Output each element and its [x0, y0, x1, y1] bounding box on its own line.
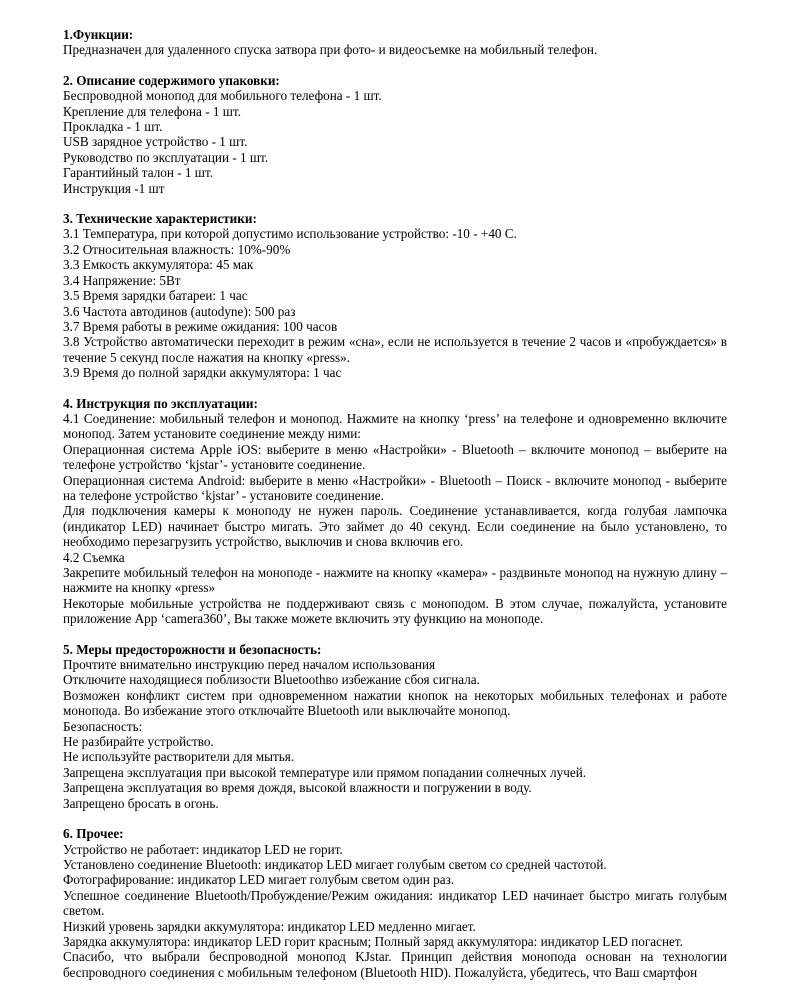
paragraph: Возможен конфликт систем при одновременном нажатии кнопок на некоторых мобильных телефонах и работе монопода. Во избежание этого отключайте Bluetooth или выключайте монопод.: [63, 687, 727, 719]
paragraph: Беспроводной монопод для мобильного телефона - 1 шт.: [63, 88, 382, 104]
paragraph: Некоторые мобильные устройства не поддерживают связь с моноподом. В этом случае, пожалуйста, установите приложение App ‘camera360’, Вы также можете включить эту функцию на моноподе.: [63, 595, 727, 627]
paragraph: Операционная система Apple iOS: выберите в меню «Настройки» - Bluetooth – включите монопод – выберите на телефоне устройство ‘kjstar’- установите соединение.: [63, 441, 727, 473]
paragraph: Закрепите мобильный телефон на моноподе - нажмите на кнопку «камера» - раздвиньте монопод на нужную длину – нажмите на кнопку «press»: [63, 565, 727, 596]
paragraph: Операционная система Android: выберите в меню «Настройки» - Bluetooth – Поиск - включите монопод - выберите на телефоне устройство ‘kjstar’ - установите соединение.: [63, 472, 727, 503]
section-heading: 3. Технические характеристики:: [63, 211, 257, 227]
paragraph: Для подключения камеры к моноподу не нужен пароль. Соединение устанавливается, когда голубая лампочка (индикатор LED) начинает быстро мигать. Это займет до 40 секунд. Если соединение на было установлено, то необходимо перезагрузить устройство, выключив и снова включив его.: [63, 503, 727, 550]
paragraph: Инструкция -1 шт: [63, 180, 165, 196]
paragraph: Низкий уровень зарядки аккумулятора: индикатор LED медленно мигает.: [63, 918, 476, 934]
section-technical-specs: [63, 211, 727, 380]
paragraph: Прочтите внимательно инструкцию перед началом использования: [63, 657, 436, 673]
paragraph: Запрещена эксплуатация при высокой температуре или прямом попадании солнечных лучей.: [63, 764, 587, 780]
section-heading: 1.Функции:: [63, 27, 134, 42]
section-functions: [63, 27, 727, 58]
paragraph: Успешное соединение Bluetooth/Пробуждение/Режим ожидания: индикатор LED начинает быстро мигать голубым светом.: [63, 887, 727, 919]
paragraph: Руководство по эксплуатации - 1 шт.: [63, 149, 269, 165]
paragraph: Отключите находящиеся поблизости Bluetoothво избежание сбоя сигнала.: [63, 672, 480, 688]
paragraph: 4.1 Соединение: мобильный телефон и монопод. Нажмите на кнопку ‘press’ на телефоне и одновременно включите монопод. Затем установите соединение между ними:: [63, 410, 727, 442]
paragraph: 3.8 Устройство автоматически переходит в режим «сна», если не используется в течение 2 часов и «пробуждается» в течение 5 секунд после нажатия на кнопку «press».: [63, 334, 727, 365]
paragraph: Устройство не работает: индикатор LED не горит.: [63, 841, 343, 857]
section-heading: 4. Инструкция по эксплуатации:: [63, 395, 258, 411]
paragraph: 3.3 Емкость аккумулятора: 45 мак: [63, 257, 254, 273]
paragraph: 3.4 Напряжение: 5Вт: [63, 272, 181, 288]
paragraph: Запрещено бросать в огонь.: [63, 795, 219, 811]
section-safety-precautions: [63, 642, 727, 811]
paragraph: Фотографирование: индикатор LED мигает голубым светом один раз.: [63, 872, 455, 888]
paragraph: Не используйте растворители для мытья.: [63, 749, 295, 765]
paragraph: Не разбирайте устройство.: [63, 734, 214, 750]
paragraph: 3.6 Частота автодинов (autodyne): 500 раз: [63, 303, 296, 319]
paragraph: Крепление для телефона - 1 шт.: [63, 103, 242, 119]
paragraph: 4.2 Съемка: [63, 549, 125, 565]
paragraph: Запрещена эксплуатация во время дождя, высокой влажности и погружении в воду.: [63, 780, 532, 796]
paragraph: Прокладка - 1 шт.: [63, 119, 163, 135]
paragraph: Зарядка аккумулятора: индикатор LED горит красным; Полный заряд аккумулятора: индикатор LED погаснет.: [63, 933, 683, 949]
paragraph: Безопасность:: [63, 718, 143, 734]
paragraph: 3.9 Время до полной зарядки аккумулятора: 1 час: [63, 365, 342, 381]
paragraph: Установлено соединение Bluetooth: индикатор LED мигает голубым светом со средней частотой.: [63, 856, 607, 872]
paragraph: Спасибо, что выбрали беспроводной монопод KJstar. Принцип действия монопода основан на технологии беспроводного соединения с мобильным телефоном (Bluetooth HID). Пожалуйста, убедитесь, что Ваш смартфон: [63, 949, 727, 980]
paragraph: 3.5 Время зарядки батареи: 1 час: [63, 288, 248, 304]
paragraph: USB зарядное устройство - 1 шт.: [63, 134, 248, 150]
section-other: [63, 826, 727, 980]
section-heading: 6. Прочее:: [63, 826, 124, 842]
section-heading: 5. Меры предосторожности и безопасность:: [63, 641, 322, 657]
section-operating-instructions: [63, 396, 727, 627]
section-package-contents: [63, 73, 727, 196]
paragraph: Гарантийный талон - 1 шт.: [63, 165, 214, 181]
paragraph: 3.2 Относительная влажность: 10%-90%: [63, 241, 291, 257]
section-heading: 2. Описание содержимого упаковки:: [63, 72, 280, 88]
paragraph: 3.1 Температура, при которой допустимо использование устройство: -10 - +40 С.: [63, 226, 517, 242]
paragraph: Предназначен для удаленного спуска затвора при фото- и видеосъемке на мобильный телефон.: [63, 42, 598, 58]
paragraph: 3.7 Время работы в режиме ожидания: 100 часов: [63, 318, 338, 334]
